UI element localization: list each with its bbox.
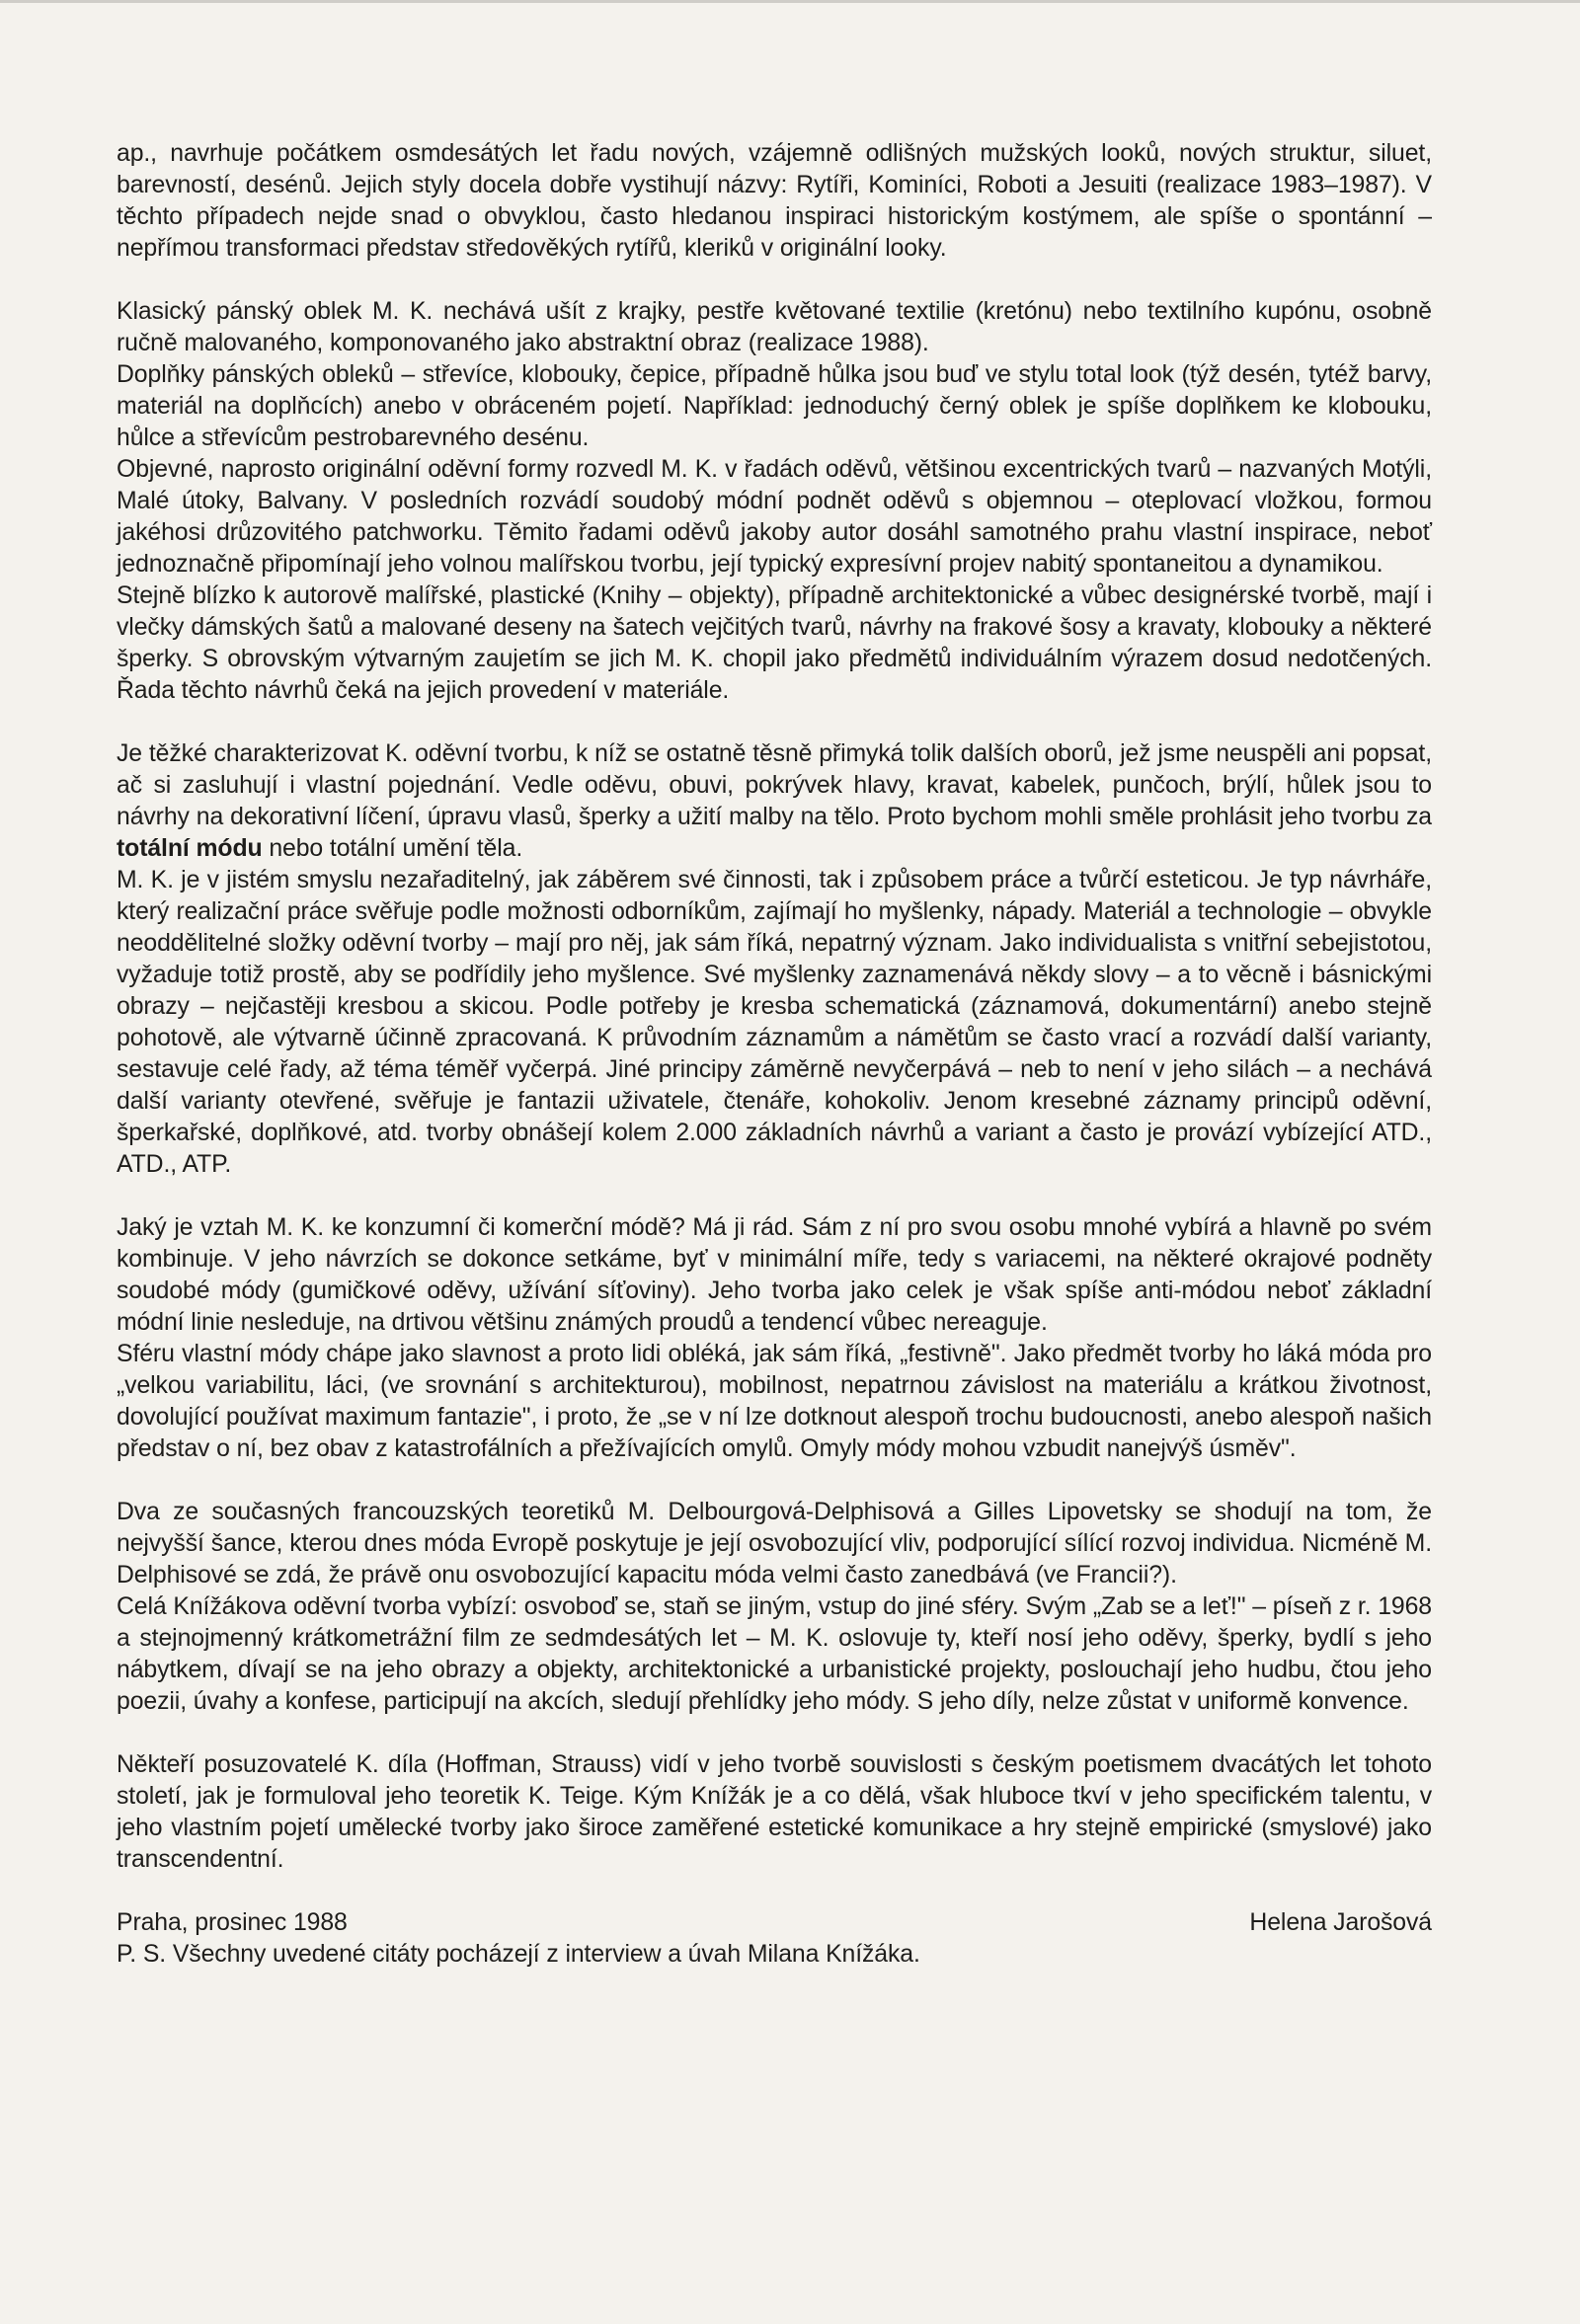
top-edge-rule (0, 0, 1580, 3)
paragraph-accessories: Doplňky pánských obleků – střevíce, klobouky, čepice, případně hůlka jsou buď ve stylu total look (týž desén, tytéž barvy, materiál na doplňcích) anebo v obráceném pojetí. Například: jednoduchý černý oblek je spíše doplňkem ke klobouku, hůlce a střevícům pestrobarevného desénu. (117, 361, 1432, 451)
place-date: Praha, prosinec 1988 (117, 1909, 348, 1936)
signature-line (117, 1907, 1432, 1939)
paragraph-total-fashion-text: Je těžké charakterizovat K. oděvní tvorbu, k níž se ostatně těsně přimyká tolik dalších oborů, jež jsme neuspěli ani popsat, ač si zasluhují i vlastní pojednání. Vedle oděvu, obuvi, pokrývek hlavy, kravat, kabelek, punčoch, brýlí, hůlek jsou to návrhy na dekorativní líčení, úpravu vlasů, šperky a užití malby na tělo. Proto bychom mohli směle prohlásit jeho tvorbu za (117, 740, 1432, 830)
paragraph-original-forms: Objevné, naprosto originální oděvní formy rozvedl M. K. v řadách oděvů, většinou excentrických tvarů – nazvaných Motýli, Malé útoky, Balvany. V posledních rozvádí soudobý módní podnět oděvů s objemnou – oteplovací vložkou, formou jakéhosi drůzovitého patchworku. Těmito řadami oděvů jakoby autor dosáhl samotného prahu vlastní inspirace, neboť jednoznačně připomínají jeho volnou malířskou tvorbu, její typický expresívní projev nabitý spontaneitou a dynamikou. (117, 456, 1432, 578)
paragraph-looks-intro: ap., navrhuje počátkem osmdesátých let řadu nových, vzájemně odlišných mužských looků, nových struktur, siluet, barevností, desénů. Jejich styly docela dobře vystihují názvy: Rytíři, Kominíci, Roboti a Jesuiti (realizace 1983–1987). V těchto případech nejde snad o obvyklou, často hledanou inspiraci historickým kostýmem, ale spíše o spontánní – nepřímou transformaci představ středověkých rytířů, kleriků v originální looky. (117, 140, 1432, 262)
paragraph-liberate-yourself: Celá Knížákova oděvní tvorba vybízí: osvoboď se, staň se jiným, vstup do jiné sféry. Svým „Zab se a leť!" – píseň z r. 1968 a stejnojmenný krátkometrážní film ze sedmdesátých let – M. K. oslovuje ty, kteří nosí jeho oděvy, šperky, bydlí s jeho nábytkem, dívají se na jeho obrazy a objekty, architektonické a urbanistické projekty, poslouchají jeho hudbu, čtou jeho poezii, úvahy a konfese, participují na akcích, sledují přehlídky jeho módy. S jeho díly, nelze zůstat v uniformě konvence. (117, 1593, 1432, 1715)
paragraph-designer-method: M. K. je v jistém smyslu nezařaditelný, jak záběrem své činnosti, tak i způsobem práce a tvůrčí esteticou. Je typ návrháře, který realizační práce svěřuje podle možnosti odborníkům, zajímají ho myšlenky, nápady. Materiál a technologie – obvykle neoddělitelné složky oděvní tvorby – mají pro něj, jak sám říká, nepatrný význam. Jako individualista s vnitřní sebejistotou, vyžaduje totiž prostě, aby se podřídily jeho myšlence. Své myšlenky zaznamenává někdy slovy – a to věcně i básnickými obrazy – nejčastěji kresbou a skicou. Podle potřeby je kresba schematická (záznamová, dokumentární) anebo stejně pohotově, ale výtvarně účinně zpracovaná. K průvodním záznamům a námětům se často vrací a rozvádí další varianty, sestavuje celé řady, až téma téměř vyčerpá. Jiné principy záměrně nevyčerpává – neb to není v jeho silách – a nechává další varianty otevřené, svěřuje je fantazii uživatele, čtenáře, kohokoliv. Jenom kresebné záznamy principů oděvní, šperkařské, doplňkové, atd. tvorby obnášejí kolem 2.000 základních návrhů a variant a často je provází vybízející ATD., ATD., ATP. (117, 867, 1432, 1178)
paragraph-french-theorists: Dva ze současných francouzských teoretiků M. Delbourgová-Delphisová a Gilles Lipovetsky se shodují na tom, že nejvyšší šance, kterou dnes móda Evropě poskytuje je její osvobozující vliv, podporující sílící rozvoj individua. Nicméně M. Delphisové se zdá, že právě onu osvobozující kapacitu móda velmi často zanedbává (ve Francii?). (117, 1499, 1432, 1588)
paragraph-total-fashion-after: nebo totální umění těla. (262, 835, 523, 862)
paragraph-classic-suit: Klasický pánský oblek M. K. nechává ušít z krajky, pestře květované textilie (kretónu) nebo textilního kupónu, osobně ručně malovaného, komponovaného jako abstraktní obraz (realizace 1988). (117, 298, 1432, 356)
paragraph-festive-fashion: Sféru vlastní módy chápe jako slavnost a proto lidi obléká, jak sám říká, „festivně". Jako předmět tvorby ho láká móda pro „velkou variabilitu, láci, (ve srovnání s architekturou), mobilnost, nepatrnou závislost na materiálu a krátkou životnost, dovolující používat maximum fantazie", i proto, že „se v ní lze dotknout alespoň trochu budoucnosti, anebo alespoň našich představ o ní, bez obav z katastrofálních a přežívajících omylů. Omyly módy mohou vzbudit nanejvýš úsměv". (117, 1341, 1432, 1462)
postscript: P. S. Všechny uvedené citáty pocházejí z interview a úvah Milana Knížáka. (117, 1941, 920, 1968)
author-name: Helena Jarošová (1249, 1909, 1432, 1936)
paragraph-total-fashion (117, 738, 1432, 865)
paragraph-painterly-design: Stejně blízko k autorově malířské, plastické (Knihy – objekty), případně architektonické a vůbec designérské tvorbě, mají i vlečky dámských šatů a malované deseny na šatech vejčitých tvarů, návrhy na frakové šosy a kravaty, klobouky a některé šperky. S obrovským výtvarným zaujetím se jich M. K. chopil jako předmětů individuálním výrazem dosud nedotčených. Řada těchto návrhů čeká na jejich provedení v materiále. (117, 582, 1432, 704)
emphasis-total-fashion: totální módu (117, 835, 263, 862)
paragraph-commercial-fashion: Jaký je vztah M. K. ke konzumní či komerční módě? Má ji rád. Sám z ní pro svou osobu mnohé vybírá a hlavně po svém kombinuje. V jeho návrzích se dokonce setkáme, byť v minimální míře, tedy s variacemi, na některé okrajové podněty soudobé módy (gumičkové oděvy, užívání síťoviny). Jeho tvorba jako celek je však spíše anti-módou neboť základní módní linie nesleduje, na drtivou většinu známých proudů a tendencí vůbec nereaguje. (117, 1214, 1432, 1336)
paragraph-poetism: Někteří posuzovatelé K. díla (Hoffman, Strauss) vidí v jeho tvorbě souvislosti s českým poetismem dvacátých let tohoto století, jak je formuloval jeho teoretik K. Teige. Kým Knížák je a co dělá, však hluboce tkví v jeho specifickém talentu, v jeho vlastním pojetí umělecké tvorby jako široce zaměřené estetické komunikace a hry stejně empirické (smyslové) jako transcendentní. (117, 1751, 1432, 1873)
article-body (117, 138, 1432, 1971)
